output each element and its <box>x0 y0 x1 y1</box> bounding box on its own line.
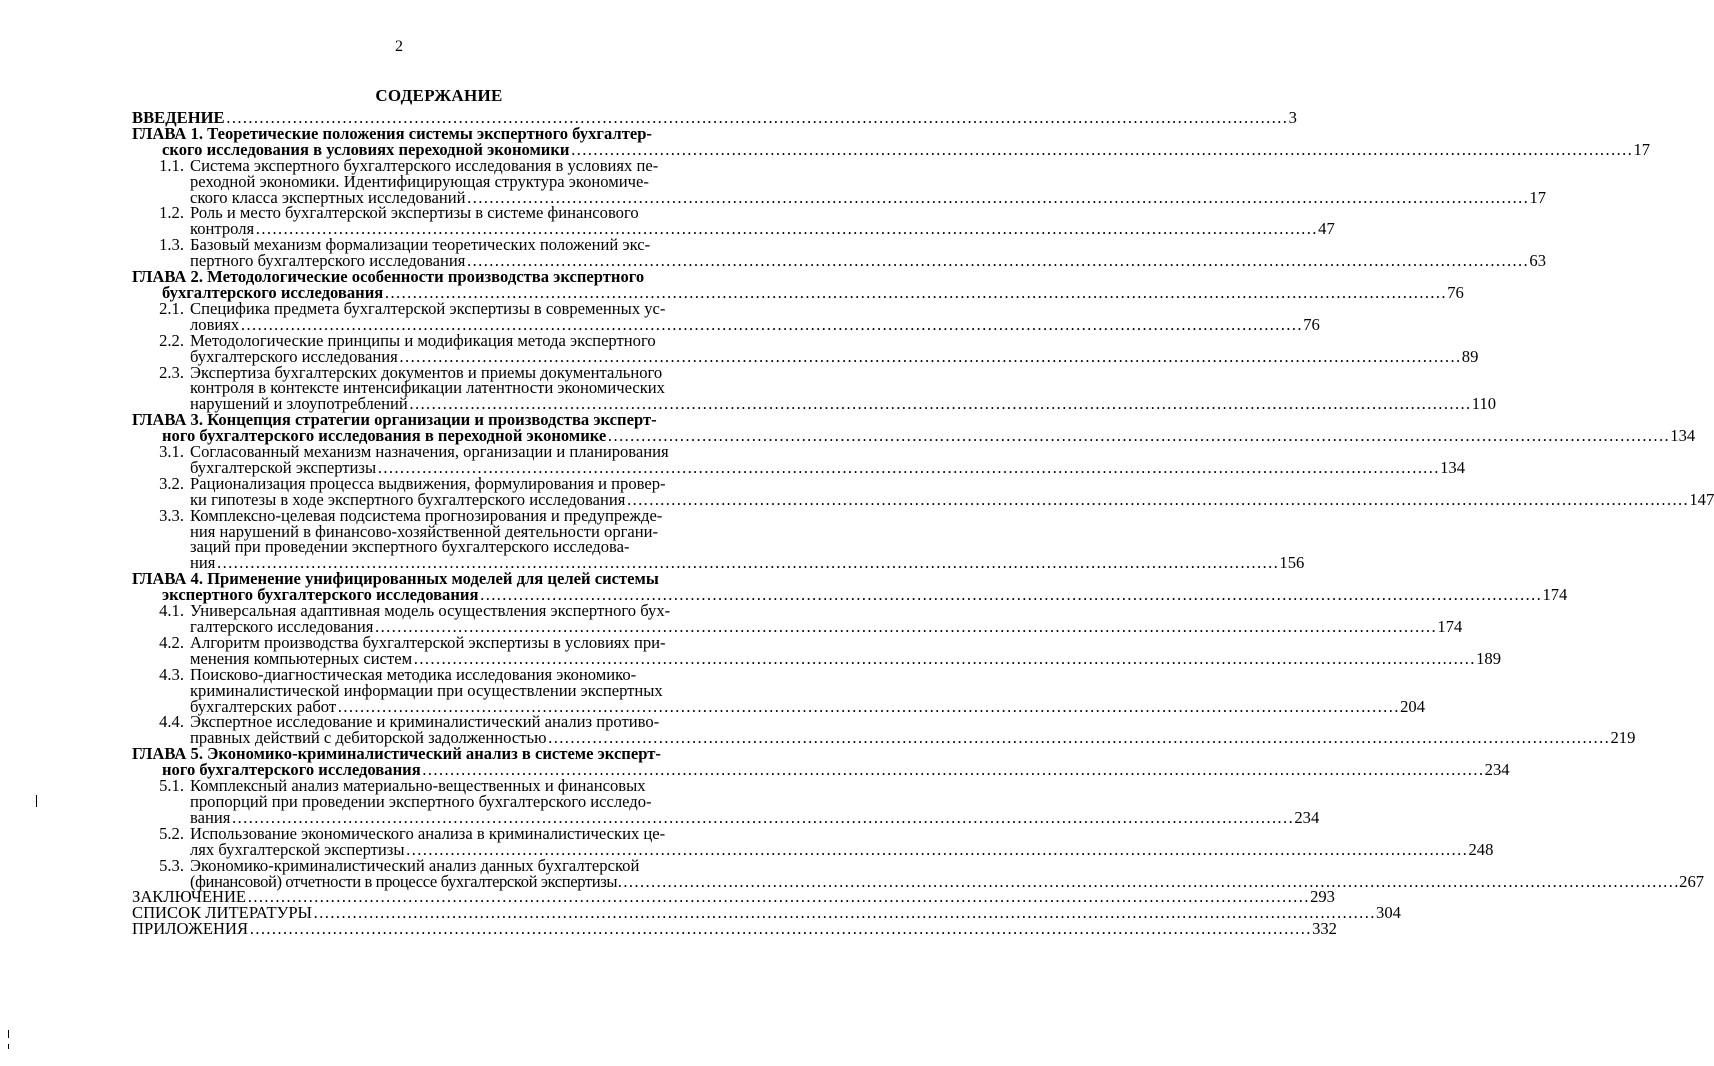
toc-conclusion-page: 293 <box>1310 887 1335 907</box>
chapter-4-title: ГЛАВА 4. Применение унифицированных моделей для целей системы <box>132 569 659 589</box>
toc-section-5-3[interactable] <box>132 855 1705 891</box>
toc-intro-label: ВВЕДЕНИЕ <box>132 108 225 127</box>
section-page: 189 <box>1476 648 1501 668</box>
section-number: 5.2. <box>159 823 184 843</box>
toc-intro-page: 3 <box>1288 108 1297 127</box>
section-text: лях бухгалтерской экспертизы <box>190 839 405 859</box>
section-number: 1.2. <box>159 203 184 223</box>
toc-appendices[interactable] <box>132 919 1337 939</box>
toc-appendices-page: 332 <box>1312 919 1337 939</box>
toc-chapter-1[interactable] <box>132 123 1651 159</box>
chapter-3-page: 134 <box>1670 426 1696 446</box>
section-text: нарушений и злоупотреблений <box>190 394 408 414</box>
scan-mark <box>36 795 37 807</box>
toc-section-2-1[interactable] <box>132 298 1320 334</box>
section-page: 234 <box>1294 807 1320 827</box>
section-text: Методологические принципы и модификация метода экспертного <box>190 330 656 350</box>
section-number: 4.1. <box>159 601 184 621</box>
toc-appendices-label: ПРИЛОЖЕНИЯ <box>132 919 249 939</box>
toc-references-page: 304 <box>1376 903 1401 923</box>
chapter-5-title-cont: ного бухгалтерского исследования <box>162 760 421 780</box>
toc-section-5-1[interactable] <box>132 776 1320 827</box>
section-page: 147 <box>1689 489 1714 509</box>
section-number: 5.1. <box>159 776 184 796</box>
dot-leader <box>607 428 1669 444</box>
section-page: 47 <box>1318 219 1335 239</box>
toc-section-1-3[interactable] <box>132 235 1546 271</box>
section-text: ки гипотезы в ходе экспертного бухгалтерского исследования <box>190 489 626 509</box>
toc-section-2-2[interactable] <box>132 330 1479 366</box>
dot-leader <box>570 142 1632 158</box>
chapter-5-page: 234 <box>1484 760 1510 780</box>
chapter-3-title-cont: ного бухгалтерского исследования в переходной экономике <box>162 426 607 446</box>
section-text: Специфика предмета бухгалтерской экспертизы в современных ус- <box>190 298 666 318</box>
section-page: 76 <box>1303 314 1320 334</box>
dot-leader <box>547 730 1609 746</box>
section-number: 4.3. <box>159 664 184 684</box>
section-page: 156 <box>1279 553 1305 573</box>
section-number: 4.2. <box>159 632 184 652</box>
section-number: 3.3. <box>159 505 184 525</box>
toc-chapter-5[interactable] <box>132 744 1510 780</box>
chapter-1-title: ГЛАВА 1. Теоретические положения системы экспертного бухгалтер- <box>132 123 652 143</box>
chapter-4-page: 174 <box>1542 585 1568 605</box>
toc-section-4-3[interactable] <box>132 664 1425 716</box>
page-number: 2 <box>395 38 403 55</box>
section-number: 5.3. <box>159 855 184 875</box>
section-number: 1.3. <box>159 235 184 255</box>
toc-conclusion-label: ЗАКЛЮЧЕНИЕ <box>132 887 247 907</box>
scan-mark <box>8 1044 9 1049</box>
section-text: Алгоритм производства бухгалтерской экспертизы в условиях при- <box>190 632 666 652</box>
section-text: правных действий с дебиторской задолженностью <box>190 728 547 748</box>
page-title: СОДЕРЖАНИЕ <box>375 86 503 105</box>
section-text: Поисково-диагностическая методика исследования экономико- <box>190 664 637 684</box>
chapter-1-page: 17 <box>1633 139 1651 159</box>
section-text: реходной экономики. Идентифицирующая структура экономиче- <box>190 171 649 191</box>
chapter-2-page: 76 <box>1447 282 1464 302</box>
toc-section-3-2[interactable] <box>132 473 1714 509</box>
section-text: Роль и место бухгалтерской экспертизы в системе финансового <box>190 203 639 223</box>
section-number: 2.3. <box>159 362 184 382</box>
section-text: Комплексно-целевая подсистема прогнозирования и предупрежде- <box>190 505 663 525</box>
section-text: Использование экономического анализа в криминалистических це- <box>190 823 666 843</box>
section-page: 89 <box>1461 346 1479 366</box>
chapter-4-title-cont: экспертного бухгалтерского исследования <box>162 585 479 605</box>
toc-section-3-3[interactable] <box>132 505 1305 573</box>
toc-references-label: СПИСОК ЛИТЕРАТУРЫ <box>132 903 313 923</box>
chapter-3-title: ГЛАВА 3. Концепция стратегии организации и производства эксперт- <box>132 410 657 430</box>
section-text: ского класса экспертных исследований <box>190 187 466 207</box>
toc-section-4-4[interactable] <box>132 712 1636 748</box>
section-page: 134 <box>1440 457 1466 477</box>
chapter-2-title-cont: бухгалтерского исследования <box>162 282 384 302</box>
section-text: бухгалтерской экспертизы <box>190 457 377 477</box>
section-page: 267 <box>1679 871 1705 891</box>
section-number: 4.4. <box>159 712 184 732</box>
section-page: 174 <box>1437 617 1463 636</box>
dot-leader <box>626 492 1688 508</box>
section-text: ловиях <box>190 314 240 334</box>
chapter-2-title: ГЛАВА 2. Методологические особенности производства экспертного <box>132 267 645 287</box>
section-text: Согласованный механизм назначения, организации и планирования <box>190 442 669 462</box>
section-text: Рационализация процесса выдвижения, формулирования и провер- <box>190 473 666 493</box>
section-text: Экспертное исследование и криминалистический анализ противо- <box>190 712 660 732</box>
toc-section-1-1[interactable] <box>132 155 1547 207</box>
toc-section-5-2[interactable] <box>132 823 1494 859</box>
chapter-1-title-cont: ского исследования в условиях переходной экономики <box>162 139 570 159</box>
section-number: 3.1. <box>159 442 184 462</box>
section-text: контроля <box>190 219 255 239</box>
section-text: ния нарушений в финансово-хозяйственной деятельности органи- <box>190 521 659 541</box>
section-text: Комплексный анализ материально-вещественных и финансовых <box>190 776 646 796</box>
section-number: 3.2. <box>159 473 184 493</box>
toc-chapter-4[interactable] <box>132 569 1568 605</box>
chapter-5-title: ГЛАВА 5. Экономико-криминалистический анализ в системе эксперт- <box>132 744 661 764</box>
section-text: галтерского исследования <box>190 617 374 636</box>
scan-mark <box>8 1030 9 1038</box>
section-number: 1.1. <box>159 155 184 175</box>
section-page: 219 <box>1610 728 1636 748</box>
section-text: Система экспертного бухгалтерского исследования в условиях пе- <box>190 155 659 175</box>
section-page: 110 <box>1471 394 1497 414</box>
section-page: 204 <box>1400 696 1425 716</box>
section-text: Экономико-криминалистический анализ данных бухгалтерской <box>190 855 640 875</box>
section-text: Базовый механизм формализации теоретических положений экс- <box>190 235 651 255</box>
section-number: 2.2. <box>159 330 184 350</box>
section-text: заций при проведении экспертного бухгалтерского исследова- <box>190 537 630 557</box>
toc-section-2-3[interactable] <box>132 362 1497 414</box>
section-text: (финансовой) отчетности в процессе бухгалтерской экспертизы <box>190 871 618 891</box>
section-page: 63 <box>1529 251 1546 271</box>
table-of-contents <box>132 108 1714 939</box>
dot-leader <box>249 921 1311 937</box>
section-text: пертного бухгалтерского исследования <box>190 251 466 271</box>
section-text: вания <box>190 807 231 827</box>
toc-section-3-1[interactable] <box>132 442 1466 477</box>
section-page: 248 <box>1468 839 1494 859</box>
section-text: контроля в контексте интенсификации латентности экономических <box>190 378 665 398</box>
section-text: бухгалтерского исследования <box>190 346 398 366</box>
section-text: менения компьютерных систем <box>190 648 413 668</box>
toc-section-4-2[interactable] <box>132 632 1501 668</box>
toc-section-1-2[interactable] <box>132 203 1335 239</box>
toc-section-4-1[interactable] <box>132 601 1463 636</box>
section-text: Универсальная адаптивная модель осуществления экспертного бух- <box>190 601 671 621</box>
section-text: криминалистической информации при осуществлении экспертных <box>190 680 663 700</box>
section-number: 2.1. <box>159 298 184 318</box>
section-text: бухгалтерских работ <box>190 696 337 716</box>
section-text: Экспертиза бухгалтерских документов и приемы документального <box>190 362 663 382</box>
toc-chapter-2[interactable] <box>132 267 1464 302</box>
section-page: 17 <box>1529 187 1547 207</box>
toc-chapter-3[interactable] <box>132 410 1696 446</box>
section-text: пропорций при проведении экспертного бухгалтерского исследо- <box>190 791 652 811</box>
section-text: ния <box>190 553 216 573</box>
